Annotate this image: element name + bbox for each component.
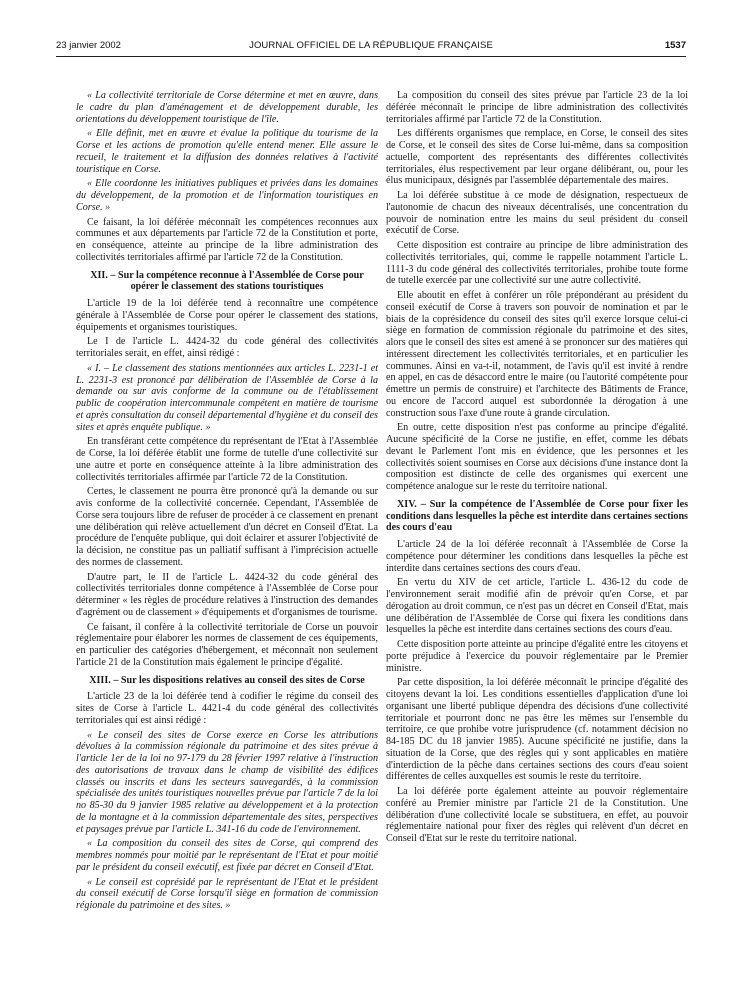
quoted-paragraph: « I. – Le classement des stations mentionnées aux articles L. 2231-1 et L. 2231-3 est prononcé par délibération de l'Assemblée de Corse à la demande ou sur avis conforme de la commune ou de l'établissement public de coopération intercommunale compétent en matière de tourisme et après consultation du conseil départemental d'hygiène et du conseil des sites et après enquête publique. » (76, 362, 378, 433)
section-heading: XIV. – Sur la compétence de l'Assemblée de Corse pour fixer les conditions dans lesquelles la pêche est interdite dans certaines sections des cours d'eau (386, 498, 688, 534)
left-column (76, 90, 378, 970)
quoted-paragraph: « La composition du conseil des sites de Corse, qui comprend des membres nommés pour moitié par le représentant de l'Etat et pour moitié par le président du conseil exécutif, est fixée par décret en Conseil d'Etat. (76, 838, 378, 873)
header-divider (56, 56, 686, 57)
paragraph: L'article 23 de la loi déférée tend à codifier le régime du conseil des sites de Corse à l'article L. 4421-4 du code général des collectivités territoriales qui est ainsi rédigé : (76, 691, 378, 726)
quoted-paragraph: « Elle définit, met en œuvre et évalue la politique du tourisme de la Corse et les actions de promotion qu'elle entend mener. Elle assure le recueil, le traitement et la diffusion des données relatives à l'activité touristique en Corse. (76, 128, 378, 175)
paragraph: D'autre part, le II de l'article L. 4424-32 du code général des collectivités territoriales donne compétence à l'Assemblée de Corse pour déterminer « les règles de procédure relatives à l'instruction des demandes d'agrément ou de classement » d'équipements et d'organismes de tourisme. (76, 571, 378, 618)
paragraph: Cette disposition porte atteinte au principe d'égalité entre les citoyens et porte préjudice à l'exercice du pouvoir réglementaire par le Premier ministre. (386, 639, 688, 674)
paragraph: Par cette disposition, la loi déférée méconnaît le principe d'égalité des citoyens devant la loi. Les conditions essentielles d'application d'une loi organisant une liberté publique dépendra des décisions d'une collectivité territoriale et pourront donc ne pas être les mêmes sur l'ensemble du territoire, ce que prohibe votre jurisprudence (cf. notamment décision no 84-185 DC du 18 janvier 1985). Aucune spécificité ne justifie, dans la situation de la Corse, que des règles qui y sont applicables en matière d'interdiction de la pêche dans certaines sections des cours d'eau soient différentes de celles auxquelles est soumis le reste du territoire. (386, 677, 688, 783)
header-page-number: 1537 (664, 40, 686, 51)
header-date: 23 janvier 2002 (56, 40, 121, 51)
section-heading: XII. – Sur la compétence reconnue à l'Assemblée de Corse pour opérer le classement des stations touristiques (90, 269, 364, 293)
paragraph: Ce faisant, la loi déférée méconnaît les compétences reconnues aux communes et aux départements par l'article 72 de la Constitution et porte, en conséquence, atteinte au principe de la libre administration des collectivités territoriales affirmé par l'article 72 de la Constitution. (76, 216, 378, 263)
paragraph: Cette disposition est contraire au principe de libre administration des collectivités territoriales, qui, comme le rappelle notamment l'article L. 1111-3 du code général des collectivités territoriales, prohibe toute forme de tutelle exercée par une collectivité sur une autre collectivité. (386, 240, 688, 287)
paragraph: En outre, cette disposition n'est pas conforme au principe d'égalité. Aucune spécificité de la Corse ne justifie, en effet, comme les débats devant le Parlement l'ont mis en évidence, que les personnes et les collectivités soient soumises en Corse aux décisions d'une instance dont la composition est distincte de celle des organismes qui exercent une compétence analogue sur le reste du territoire national. (386, 422, 688, 492)
paragraph: Les différents organismes que remplace, en Corse, le conseil des sites de Corse, et le conseil des sites de Corse lui-même, dans sa composition actuelle, comportent des représentants des différentes collectivités territoriales, élus respectivement par leur organe délibérant, ou, pour les élus municipaux, désignés par l'assemblée départementale des maires. (386, 128, 688, 187)
paragraph: L'article 24 de la loi déférée reconnaît à l'Assemblée de Corse la compétence pour déterminer les conditions dans lesquelles la pêche est interdite dans certaines sections des cours d'eau. (386, 539, 688, 574)
quoted-paragraph: « La collectivité territoriale de Corse détermine et met en œuvre, dans le cadre du plan d'aménagement et de développement durable, les orientations du développement touristique de l'île. (76, 90, 378, 125)
paragraph: L'article 19 de la loi déférée tend à reconnaître une compétence générale à l'Assemblée de Corse pour opérer le classement des stations, équipements et organismes touristiques. (76, 298, 378, 333)
paragraph: Elle aboutit en effet à conférer un rôle prépondérant au président du conseil exécutif de Corse à travers son pouvoir de nomination et par le biais de la coprésidence du conseil des sites qu'il exerce lorsque celui-ci siège en formation de commission régionale du patrimoine et des sites, alors que le conseil des sites est amené à se prononcer sur des matières qui intéressent directement les collectivités territoriales, et en particulier les communes. Ainsi en va-t-il, notamment, de l'avis qu'il est invité à rendre en appel, en cas de désaccord entre le maire (ou l'autorité compétente pour émettre un permis de construire) et l'architecte des Bâtiments de France, ou encore de l'accord auquel est subordonnée la dérogation à une construction sous l'axe d'une route à grande circulation. (386, 290, 688, 419)
quoted-paragraph: « Elle coordonne les initiatives publiques et privées dans les domaines du développement, de la promotion et de l'information touristiques en Corse. » (76, 178, 378, 213)
quoted-paragraph: « Le conseil des sites de Corse exerce en Corse les attributions dévolues à la commission régionale du patrimoine et des sites prévue à l'article 1er de la loi no 97-179 du 28 février 1997 relative à l'instruction des autorisations de travaux dans le champ de visibilité des édifices classés ou inscrits et dans les secteurs sauvegardés, à la commission spécialisée des unités touristiques nouvelles prévue par l'article 7 de la loi no 85-30 du 9 janvier 1985 relative au développement et à la protection de la montagne et à la commission départementale des sites, perspectives et paysages prévue par l'article L. 341-16 du code de l'environnement. (76, 729, 378, 835)
paragraph: La loi déférée substitue à ce mode de désignation, respectueux de l'autonomie de chacun des niveaux décentralisés, une concentration du pouvoir de nomination entre les mains du seul président du conseil exécutif de Corse. (386, 190, 688, 237)
paragraph: La composition du conseil des sites prévue par l'article 23 de la loi déférée méconnaît le principe de libre administration des collectivités territoriales affirmé par l'article 72 de la Constitution. (386, 90, 688, 125)
quoted-paragraph: « Le conseil est coprésidé par le représentant de l'Etat et le président du conseil exécutif de Corse lorsqu'il siège en formation de commission régionale du patrimoine et des sites. » (76, 876, 378, 911)
paragraph: Le I de l'article L. 4424-32 du code général des collectivités territoriales serait, en effet, ainsi rédigé : (76, 336, 378, 359)
header-title: JOURNAL OFFICIEL DE LA RÉPUBLIQUE FRANÇAISE (249, 40, 493, 51)
paragraph: En transférant cette compétence du représentant de l'Etat à l'Assemblée de Corse, la loi déférée établit une forme de tutelle d'une collectivité sur une autre et porte en conséquence atteinte à la libre administration des collectivités territoriales affirmée par l'article 72 de la Constitution. (76, 436, 378, 483)
paragraph: La loi déférée porte également atteinte au pouvoir réglementaire conféré au Premier ministre par l'article 21 de la Constitution. Une délibération d'une collectivité locale se substituera, en effet, au pouvoir réglementaire national pour fixer des règles qui relèvent d'un décret en Conseil d'Etat sur le reste du territoire national. (386, 786, 688, 844)
paragraph: En vertu du XIV de cet article, l'article L. 436-12 du code de l'environnement serait modifié afin de prévoir qu'en Corse, et par dérogation au droit commun, ce n'est pas un décret en Conseil d'Etat, mais une délibération de l'Assemblée de Corse qui fixera les conditions dans lesquelles la pêche est interdite dans certaines sections des cours d'eau. (386, 577, 688, 636)
page-header (56, 40, 686, 54)
section-heading: XIII. – Sur les dispositions relatives au conseil des sites de Corse (89, 674, 365, 686)
right-column (386, 90, 688, 970)
paragraph: Certes, le classement ne pourra être prononcé qu'à la demande ou sur avis conforme de la collectivité concernée. Cependant, l'Assemblée de Corse sera toujours libre de refuser de procéder à ce classement en prenant une délibération qui relève actuellement d'un décret en Conseil d'Etat. La procédure de l'enquête publique, qui doit éclairer et assurer l'objectivité de la décision, ne constitue pas un palliatif suffisant à l'imprécision actuelle des normes de classement. (76, 486, 378, 568)
paragraph: Ce faisant, il confère à la collectivité territoriale de Corse un pouvoir réglementaire pour élaborer les normes de classement de ces équipements, en particulier des catégories d'hébergement, et méconnaît non seulement l'article 21 de la Constitution mais également le principe d'égalité. (76, 621, 378, 668)
